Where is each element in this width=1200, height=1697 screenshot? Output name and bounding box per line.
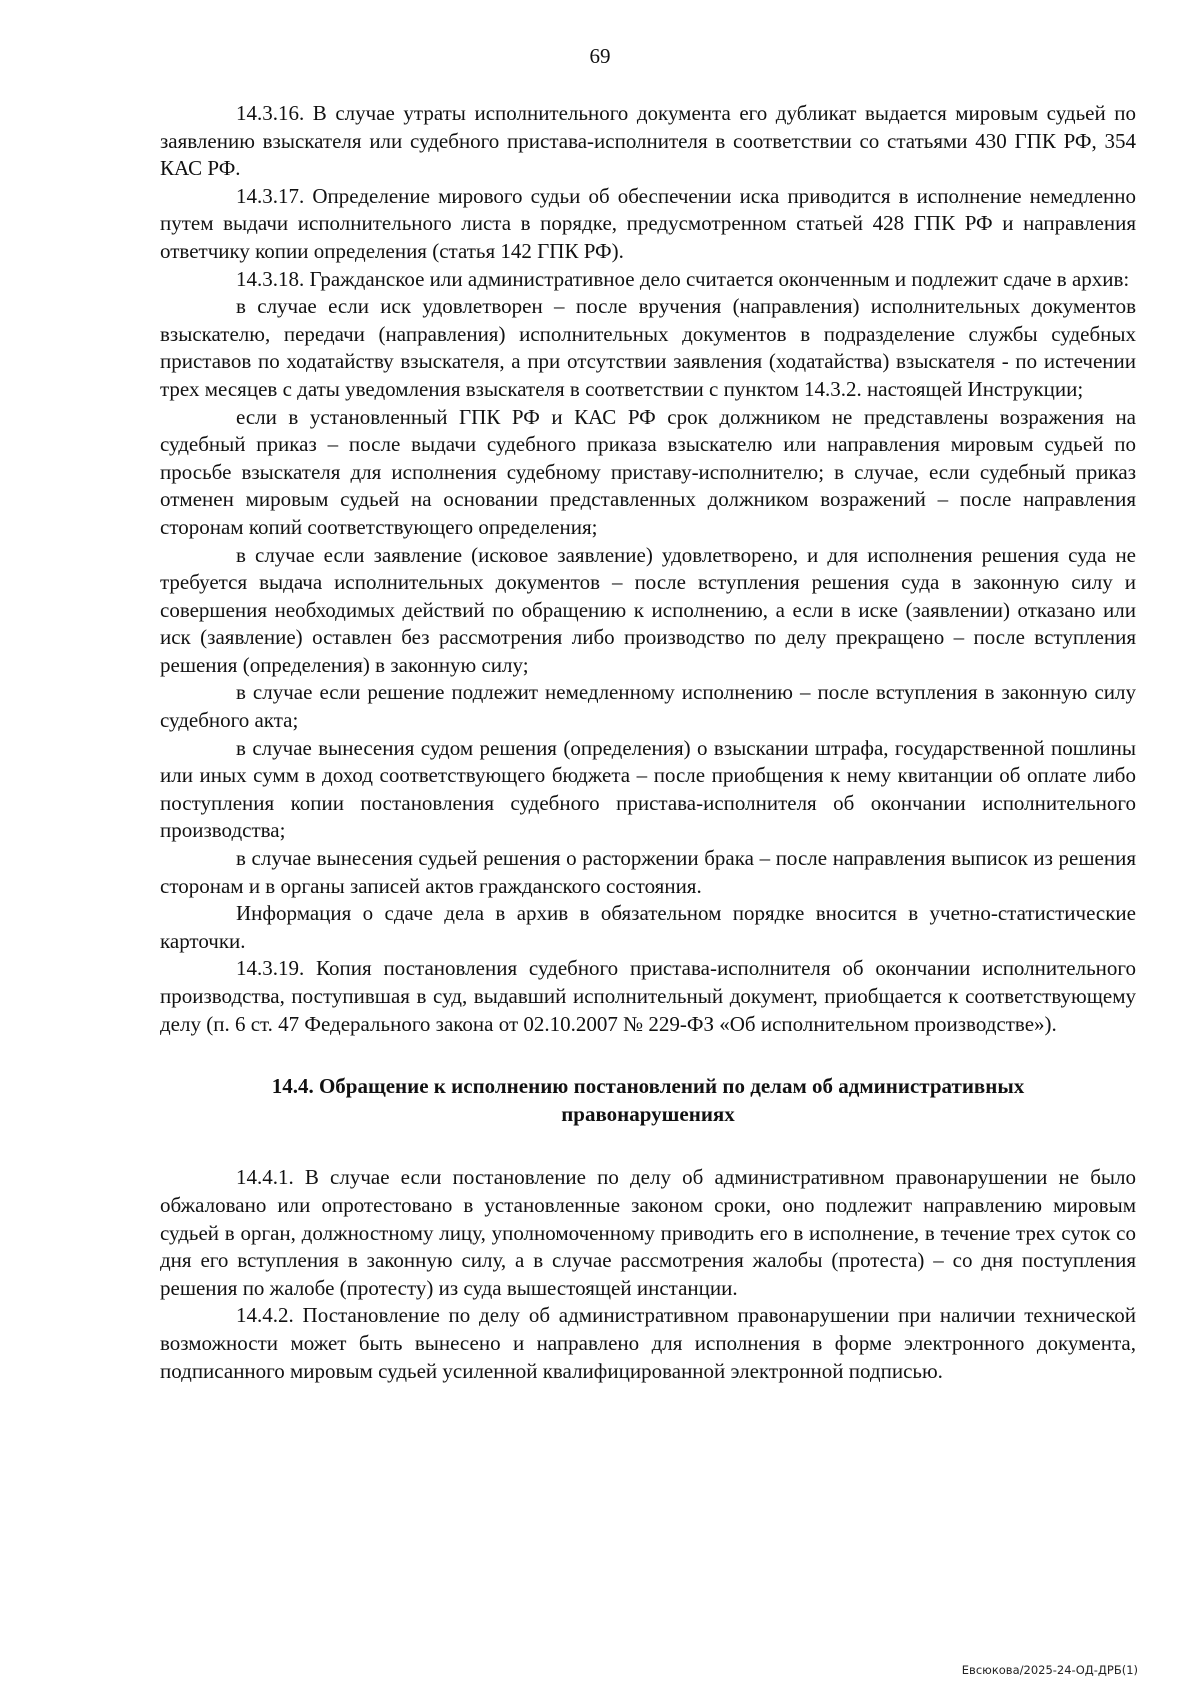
paragraph-14-3-16: 14.3.16. В случае утраты исполнительного документа его дубликат выдается мировым судьей по заявлению взыскателя или судебного пристава-исполнителя в соответствии со статьями 430 ГПК РФ, 354 КАС РФ.	[160, 101, 1136, 181]
paragraph-14-3-18: 14.3.18. Гражданское или административное дело считается оконченным и подлежит сдаче в архив:	[236, 266, 1130, 291]
section-14-4	[160, 1164, 1136, 1385]
page-number: 69	[589, 44, 611, 68]
paragraph-14-3-19: 14.3.19. Копия постановления судебного пристава-исполнителя об окончании исполнительного производства, поступившая в суд, выдавший исполнительный документ, приобщается к соответствующему делу (п. 6 ст. 47 Федерального закона от 02.10.2007 № 229-ФЗ «Об исполнительном производстве»).	[160, 956, 1136, 1036]
paragraph-14-4-2: 14.4.2. Постановление по делу об административном правонарушении при наличии технической возможности может быть вынесено и направлено для исполнения в форме электронного документа, подписанного мировым судьей усиленной квалифицированной электронной подписью.	[160, 1303, 1136, 1383]
paragraph-14-4-1: 14.4.1. В случае если постановление по делу об административном правонарушении не было обжаловано или опротестовано в установленные законом сроки, оно подлежит направлению мировым судьей в орган, должностному лицу, уполномоченному приводить его в исполнение, в течение трех суток со дня его вступления в законную силу, а в случае рассмотрения жалобы (протеста) – со дня поступления решения по жалобе (протесту) из суда вышестоящей инстанции.	[160, 1165, 1136, 1300]
paragraph-archive-info: Информация о сдаче дела в архив в обязательном порядке вносится в учетно-статистические карточки.	[160, 901, 1136, 953]
paragraph-claim-satisfied: в случае если иск удовлетворен – после вручения (направления) исполнительных документов взыскателю, передачи (направления) исполнительных документов в подразделение службы судебных приставов по ходатайству взыскателя, а при отсутствии заявления (ходатайства) взыскателя - по истечении трех месяцев с даты уведомления взыскателя в соответствии с пунктом 14.3.2. настоящей Инструкции;	[160, 294, 1136, 401]
paragraph-fine-recovery: в случае вынесения судом решения (определения) о взыскании штрафа, государственной пошлины или иных сумм в доход соответствующего бюджета – после приобщения к нему квитанции об оплате либо поступления копии постановления судебного пристава-исполнителя об окончании исполнительного производства;	[160, 735, 1136, 843]
paragraph-statement-satisfied: в случае если заявление (исковое заявление) удовлетворено, и для исполнения решения суда не требуется выдача исполнительных документов – после вступления решения суда в законную силу и совершения необходимых действий по обращению к исполнению, а если в иске (заявлении) отказано или иск (заявление) оставлен без рассмотрения либо производство по делу прекращено – после вступления решения (определения) в законную силу;	[160, 542, 1136, 677]
paragraph-court-order: если в установленный ГПК РФ и КАС РФ срок должником не представлены возражения на судебный приказ – после выдачи судебного приказа взыскателю или направления мировым судьей по просьбе взыскателя для исполнения судебному приставу-исполнителю; в случае, если судебный приказ отменен мировым судьей на основании представленных должником возражений – после направления сторонам копий соответствующего определения;	[160, 404, 1136, 539]
paragraph-divorce: в случае вынесения судьей решения о расторжении брака – после направления выписок из решения сторонам и в органы записей актов гражданского состояния.	[160, 846, 1136, 898]
document-reference-footer: Евсюкова/2025-24-ОД-ДРБ(1)	[961, 1663, 1138, 1677]
section-14-3	[160, 100, 1136, 1038]
paragraph-14-3-17: 14.3.17. Определение мирового судьи об обеспечении иска приводится в исполнение немедленно путем выдачи исполнительного листа в порядке, предусмотренном статьей 428 ГПК РФ и направления ответчику копии определения (статья 142 ГПК РФ).	[160, 183, 1136, 263]
document-body	[160, 100, 1136, 1385]
section-heading-14-4: 14.4. Обращение к исполнению постановлений по делам об административных правонарушениях	[271, 1074, 1025, 1126]
paragraph-immediate-execution: в случае если решение подлежит немедленному исполнению – после вступления в законную силу судебного акта;	[160, 680, 1136, 733]
